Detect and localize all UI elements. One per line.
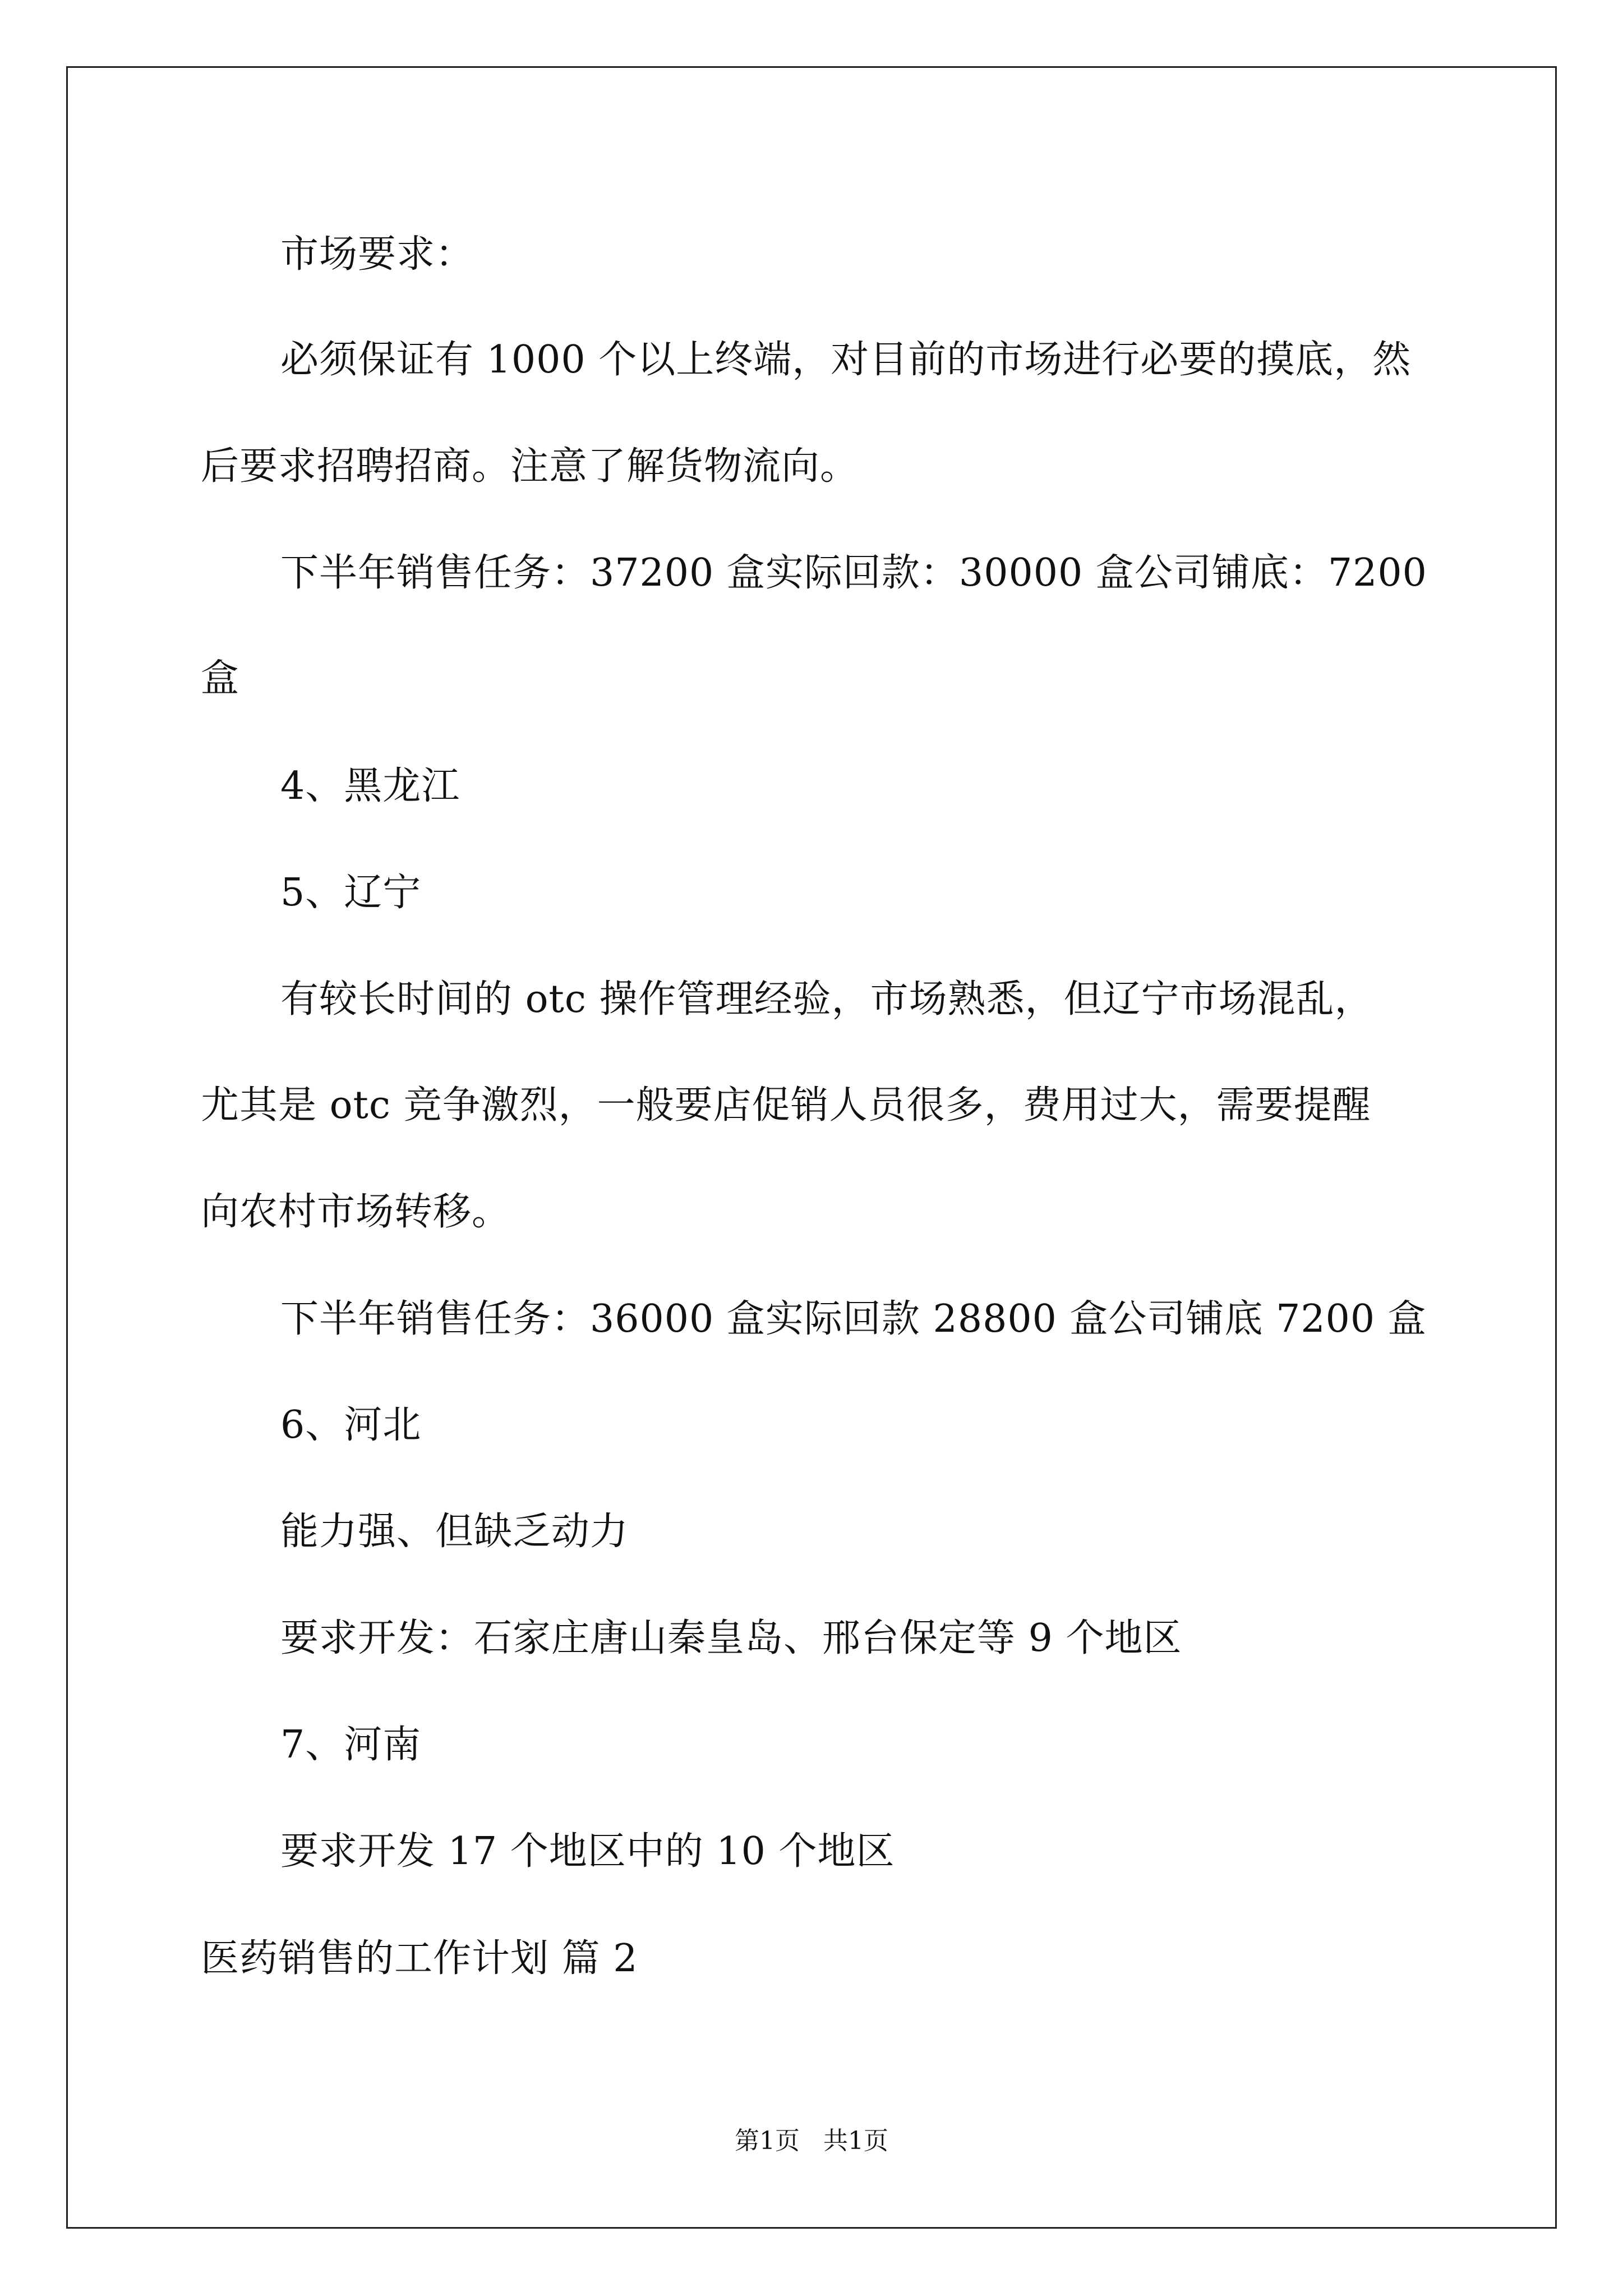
text-line-hebei: 6、河北 bbox=[280, 1403, 422, 1447]
text-line-terminals: 必须保证有 1000 个以上终端，对目前的市场进行必要的摸底，然 bbox=[280, 338, 1412, 382]
text-line-otc-experience: 有较长时间的 otc 操作管理经验，市场熟悉，但辽宁市场混乱， bbox=[280, 977, 1373, 1022]
section-heading: 医药销售的工作计划 篇 2 bbox=[201, 1936, 638, 1981]
page-border bbox=[66, 66, 1557, 2229]
text-line-box-unit: 盒 bbox=[201, 656, 240, 701]
text-line-henan-regions: 要求开发 17 个地区中的 10 个地区 bbox=[280, 1829, 895, 1874]
text-line-heilongjiang: 4、黑龙江 bbox=[280, 764, 460, 808]
text-line-otc-competition: 尤其是 otc 竞争激烈，一般要店促销人员很多，费用过大，需要提醒 bbox=[201, 1083, 1371, 1128]
text-line-rural-market: 向农村市场转移。 bbox=[201, 1190, 511, 1234]
page-footer: 第1页 共1页 bbox=[735, 2127, 888, 2155]
text-line-sales-task-1: 下半年销售任务：37200 盒实际回款：30000 盒公司铺底：7200 bbox=[280, 551, 1427, 595]
text-line-hebei-ability: 能力强、但缺乏动力 bbox=[280, 1510, 629, 1554]
text-line-henan: 7、河南 bbox=[280, 1723, 422, 1767]
text-line-hebei-regions: 要求开发：石家庄唐山秦皇岛、邢台保定等 9 个地区 bbox=[280, 1616, 1182, 1660]
text-line-liaoning: 5、辽宁 bbox=[280, 871, 422, 915]
text-line-recruitment: 后要求招聘招商。注意了解货物流向。 bbox=[201, 444, 859, 489]
text-line-market-requirements: 市场要求： bbox=[280, 232, 474, 277]
text-line-sales-task-2: 下半年销售任务：36000 盒实际回款 28800 盒公司铺底 7200 盒 bbox=[280, 1297, 1427, 1341]
